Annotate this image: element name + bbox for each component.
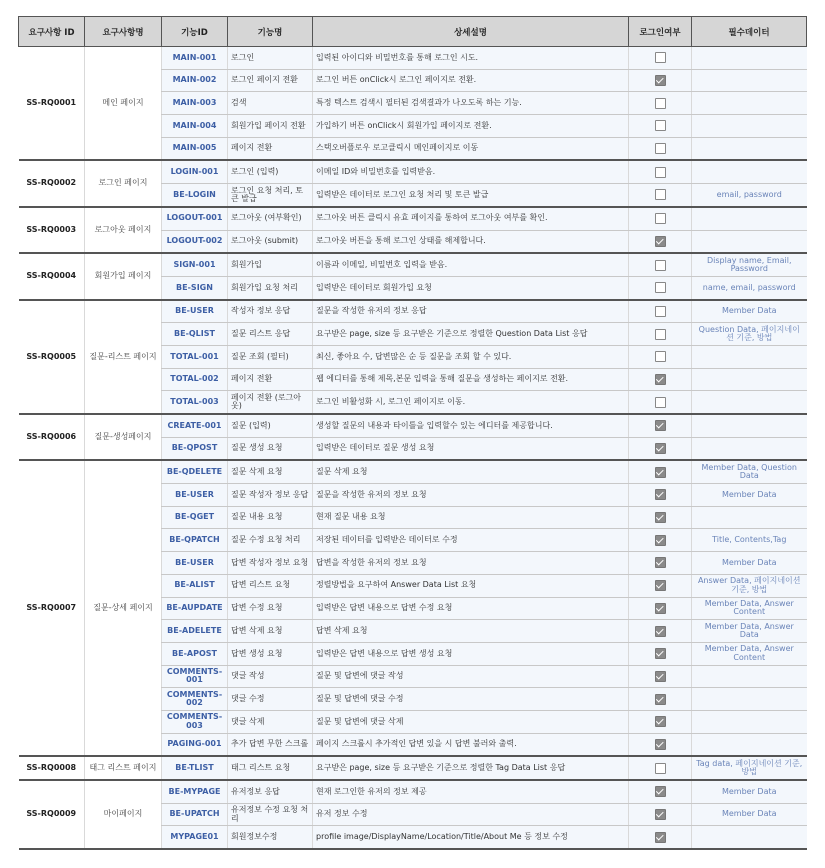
- login-required-cell: [629, 115, 692, 138]
- description: 입력받은 데이터로 질문 생성 요청: [313, 437, 629, 460]
- description: 질문 삭제 요청: [313, 460, 629, 483]
- function-name: 유저정보 수정 요청 처리: [228, 803, 313, 826]
- header-required-data: 필수데이터: [692, 17, 807, 47]
- required-data: name, email, password: [692, 276, 807, 299]
- login-required-cell: [629, 69, 692, 92]
- required-data: [692, 710, 807, 733]
- unchecked-checkbox[interactable]: [655, 763, 666, 774]
- function-name: 검색: [228, 92, 313, 115]
- function-name: 로그인 (입력): [228, 160, 313, 183]
- required-data: [692, 92, 807, 115]
- function-name: 로그인 요청 처리, 토큰 발급: [228, 184, 313, 207]
- header-function-id: 기능ID: [162, 17, 228, 47]
- function-id: BE-USER: [162, 552, 228, 575]
- checked-checkbox[interactable]: [655, 236, 666, 247]
- function-name: 질문 (입력): [228, 414, 313, 437]
- table-row: [19, 47, 807, 70]
- login-required-cell: [629, 230, 692, 253]
- function-name: 작성자 정보 응답: [228, 300, 313, 323]
- required-data: Member Data, Answer Content: [692, 597, 807, 620]
- function-id: MAIN-004: [162, 115, 228, 138]
- login-required-cell: [629, 207, 692, 230]
- login-required-cell: [629, 323, 692, 346]
- function-id: BE-USER: [162, 484, 228, 507]
- requirement-id: SS-RQ0009: [19, 780, 85, 849]
- function-name: 질문 수정 요청 처리: [228, 529, 313, 552]
- description: 현재 질문 내용 요청: [313, 506, 629, 529]
- login-required-cell: [629, 506, 692, 529]
- login-required-cell: [629, 484, 692, 507]
- requirement-name: 로그인 페이지: [85, 160, 162, 206]
- description: 질문을 작성한 유저의 정보 요청: [313, 484, 629, 507]
- requirement-name: 마이페이지: [85, 780, 162, 849]
- function-name: 회원가입 페이지 전환: [228, 115, 313, 138]
- required-data: [692, 414, 807, 437]
- function-id: TOTAL-002: [162, 368, 228, 391]
- function-id: CREATE-001: [162, 414, 228, 437]
- function-name: 질문 삭제 요청: [228, 460, 313, 483]
- function-name: 페이지 전환: [228, 137, 313, 160]
- login-required-cell: [629, 780, 692, 803]
- description: 입력받은 데이터로 로그인 요청 처리 및 토큰 발급: [313, 184, 629, 207]
- required-data: Member Data: [692, 780, 807, 803]
- checked-checkbox[interactable]: [655, 535, 666, 546]
- required-data: [692, 207, 807, 230]
- login-required-cell: [629, 710, 692, 733]
- checked-checkbox[interactable]: [655, 580, 666, 591]
- function-id: SIGN-001: [162, 253, 228, 276]
- function-id: BE-APOST: [162, 642, 228, 665]
- description: 로그아웃 버튼 클릭시 유효 페이지를 통하여 로그아웃 여부를 확인.: [313, 207, 629, 230]
- login-required-cell: [629, 391, 692, 414]
- description: 저장된 데이터를 입력받은 데이터로 수정: [313, 529, 629, 552]
- header-function-name: 기능명: [228, 17, 313, 47]
- unchecked-checkbox[interactable]: [655, 306, 666, 317]
- function-name: 답변 리스트 요청: [228, 574, 313, 597]
- table-row: [19, 460, 807, 483]
- required-data: [692, 160, 807, 183]
- function-id: BE-QLIST: [162, 323, 228, 346]
- unchecked-checkbox[interactable]: [655, 52, 666, 63]
- description: 로그아웃 버튼을 통해 로그인 상태를 해제합니다.: [313, 230, 629, 253]
- required-data: [692, 506, 807, 529]
- function-name: 로그인: [228, 47, 313, 70]
- requirement-id: SS-RQ0008: [19, 756, 85, 780]
- function-id: BE-QDELETE: [162, 460, 228, 483]
- table-row: [19, 756, 807, 780]
- description: 질문 및 답변에 댓글 삭제: [313, 710, 629, 733]
- checked-checkbox[interactable]: [655, 467, 666, 478]
- description: 이름과 이메일, 비밀번호 입력을 받음.: [313, 253, 629, 276]
- description: 질문 및 답변에 댓글 수정: [313, 688, 629, 711]
- description: 답변 삭제 요청: [313, 620, 629, 643]
- required-data: [692, 665, 807, 688]
- header-requirement-name: 요구사항명: [85, 17, 162, 47]
- description: 입력된 아이디와 비밀번호를 통해 로그인 시도.: [313, 47, 629, 70]
- function-id: MAIN-005: [162, 137, 228, 160]
- function-name: 유저정보 응답: [228, 780, 313, 803]
- function-id: BE-QPOST: [162, 437, 228, 460]
- unchecked-checkbox[interactable]: [655, 260, 666, 271]
- description: 스택오버플로우 로고클릭시 메인페이지로 이동: [313, 137, 629, 160]
- unchecked-checkbox[interactable]: [655, 189, 666, 200]
- login-required-cell: [629, 414, 692, 437]
- login-required-cell: [629, 47, 692, 70]
- description: 입력받은 답변 내용으로 답변 수정 요청: [313, 597, 629, 620]
- function-name: 로그인 페이지 전환: [228, 69, 313, 92]
- required-data: [692, 368, 807, 391]
- function-name: 회원정보수정: [228, 826, 313, 849]
- checked-checkbox[interactable]: [655, 420, 666, 431]
- function-id: BE-QPATCH: [162, 529, 228, 552]
- function-id: TOTAL-001: [162, 345, 228, 368]
- checked-checkbox[interactable]: [655, 626, 666, 637]
- checked-checkbox[interactable]: [655, 75, 666, 86]
- login-required-cell: [629, 552, 692, 575]
- table-row: [19, 414, 807, 437]
- function-id: COMMENTS-003: [162, 710, 228, 733]
- required-data: [692, 826, 807, 849]
- table-row: [19, 300, 807, 323]
- function-name: 답변 작성자 정보 요청: [228, 552, 313, 575]
- login-required-cell: [629, 368, 692, 391]
- table-row: [19, 207, 807, 230]
- table-body: [19, 47, 807, 850]
- requirement-name: 메인 페이지: [85, 47, 162, 161]
- login-required-cell: [629, 665, 692, 688]
- function-name: 질문 조회 (필터): [228, 345, 313, 368]
- function-id: BE-SIGN: [162, 276, 228, 299]
- checked-checkbox[interactable]: [655, 648, 666, 659]
- login-required-cell: [629, 345, 692, 368]
- requirement-name: 태그 리스트 페이지: [85, 756, 162, 780]
- requirement-id: SS-RQ0005: [19, 300, 85, 414]
- requirements-table: [18, 16, 807, 850]
- checked-checkbox[interactable]: [655, 603, 666, 614]
- description: 질문을 작성한 유저의 정보 응답: [313, 300, 629, 323]
- required-data: Answer Data, 페이지네이션 기준, 방법: [692, 574, 807, 597]
- description: 입력받은 답변 내용으로 답변 생성 요청: [313, 642, 629, 665]
- required-data: [692, 391, 807, 414]
- function-name: 답변 삭제 요청: [228, 620, 313, 643]
- function-id: TOTAL-003: [162, 391, 228, 414]
- required-data: [692, 47, 807, 70]
- login-required-cell: [629, 529, 692, 552]
- description: 요구받은 page, size 등 요구받은 기준으로 정렬한 Question Data List 응답: [313, 323, 629, 346]
- required-data: [692, 733, 807, 756]
- required-data: Question Data, 페이지네이션 기준, 방법: [692, 323, 807, 346]
- required-data: [692, 688, 807, 711]
- unchecked-checkbox[interactable]: [655, 329, 666, 340]
- description: 페이지 스크롤시 추가적인 답변 있을 시 답변 불러와 출력.: [313, 733, 629, 756]
- description: 특정 텍스트 검색시 필터된 검색결과가 나오도록 하는 기능.: [313, 92, 629, 115]
- checked-checkbox[interactable]: [655, 512, 666, 523]
- checked-checkbox[interactable]: [655, 694, 666, 705]
- description: 유저 정보 수정: [313, 803, 629, 826]
- function-id: BE-TLIST: [162, 756, 228, 780]
- requirement-name: 질문-리스트 페이지: [85, 300, 162, 414]
- requirement-id: SS-RQ0006: [19, 414, 85, 460]
- function-id: MAIN-001: [162, 47, 228, 70]
- unchecked-checkbox[interactable]: [655, 167, 666, 178]
- required-data: Member Data, Question Data: [692, 460, 807, 483]
- function-name: 페이지 전환 (로그아웃): [228, 391, 313, 414]
- required-data: [692, 137, 807, 160]
- unchecked-checkbox[interactable]: [655, 213, 666, 224]
- checked-checkbox[interactable]: [655, 374, 666, 385]
- function-id: COMMENTS-002: [162, 688, 228, 711]
- function-id: LOGIN-001: [162, 160, 228, 183]
- login-required-cell: [629, 184, 692, 207]
- description: 최신, 좋아요 수, 답변많은 순 등 질문을 조회 할 수 있다.: [313, 345, 629, 368]
- description: 답변을 작성한 유저의 정보 요청: [313, 552, 629, 575]
- description: 정렬방법을 요구하여 Answer Data List 요청: [313, 574, 629, 597]
- function-id: LOGOUT-001: [162, 207, 228, 230]
- function-id: BE-ALIST: [162, 574, 228, 597]
- required-data: [692, 437, 807, 460]
- description: 로그인 버튼 onClick시 로그인 페이지로 전환.: [313, 69, 629, 92]
- table-row: [19, 253, 807, 276]
- function-id: LOGOUT-002: [162, 230, 228, 253]
- checked-checkbox[interactable]: [655, 443, 666, 454]
- function-name: 질문 리스트 응답: [228, 323, 313, 346]
- required-data: Member Data, Answer Data: [692, 620, 807, 643]
- required-data: Member Data: [692, 552, 807, 575]
- requirement-id: SS-RQ0007: [19, 460, 85, 756]
- requirement-id: SS-RQ0004: [19, 253, 85, 299]
- function-name: 태그 리스트 요청: [228, 756, 313, 780]
- requirements-sheet: [18, 16, 806, 850]
- checked-checkbox[interactable]: [655, 557, 666, 568]
- function-name: 페이지 전환: [228, 368, 313, 391]
- description: 요구받은 page, size 등 요구받은 기준으로 정렬한 Tag Data List 응답: [313, 756, 629, 780]
- function-name: 추가 답변 무한 스크롤: [228, 733, 313, 756]
- requirement-id: SS-RQ0001: [19, 47, 85, 161]
- requirement-id: SS-RQ0002: [19, 160, 85, 206]
- login-required-cell: [629, 620, 692, 643]
- function-id: MAIN-002: [162, 69, 228, 92]
- checked-checkbox[interactable]: [655, 716, 666, 727]
- requirement-id: SS-RQ0003: [19, 207, 85, 253]
- required-data: email, password: [692, 184, 807, 207]
- function-name: 댓글 작성: [228, 665, 313, 688]
- login-required-cell: [629, 460, 692, 483]
- checked-checkbox[interactable]: [655, 489, 666, 500]
- header-description: 상세설명: [313, 17, 629, 47]
- function-name: 로그아웃 (여부확인): [228, 207, 313, 230]
- function-name: 댓글 수정: [228, 688, 313, 711]
- checked-checkbox[interactable]: [655, 832, 666, 843]
- function-id: MYPAGE01: [162, 826, 228, 849]
- required-data: Display name, Email, Password: [692, 253, 807, 276]
- function-id: BE-LOGIN: [162, 184, 228, 207]
- function-name: 회원가입 요청 처리: [228, 276, 313, 299]
- description: profile image/DisplayName/Location/Title/About Me 등 정보 수정: [313, 826, 629, 849]
- function-name: 질문 작성자 정보 응답: [228, 484, 313, 507]
- function-id: COMMENTS-001: [162, 665, 228, 688]
- function-name: 답변 수정 요청: [228, 597, 313, 620]
- unchecked-checkbox[interactable]: [655, 98, 666, 109]
- checked-checkbox[interactable]: [655, 809, 666, 820]
- login-required-cell: [629, 92, 692, 115]
- required-data: [692, 115, 807, 138]
- login-required-cell: [629, 597, 692, 620]
- function-id: BE-AUPDATE: [162, 597, 228, 620]
- function-id: BE-ADELETE: [162, 620, 228, 643]
- required-data: [692, 345, 807, 368]
- unchecked-checkbox[interactable]: [655, 282, 666, 293]
- required-data: Member Data, Answer Content: [692, 642, 807, 665]
- table-header: [19, 17, 807, 47]
- unchecked-checkbox[interactable]: [655, 351, 666, 362]
- function-name: 로그아웃 (submit): [228, 230, 313, 253]
- unchecked-checkbox[interactable]: [655, 397, 666, 408]
- required-data: [692, 69, 807, 92]
- login-required-cell: [629, 276, 692, 299]
- login-required-cell: [629, 253, 692, 276]
- login-required-cell: [629, 642, 692, 665]
- required-data: [692, 230, 807, 253]
- checked-checkbox[interactable]: [655, 739, 666, 750]
- function-name: 댓글 삭제: [228, 710, 313, 733]
- required-data: Title, Contents,Tag: [692, 529, 807, 552]
- function-id: BE-MYPAGE: [162, 780, 228, 803]
- requirement-name: 로그아웃 페이지: [85, 207, 162, 253]
- header-login-required: 로그인여부: [629, 17, 692, 47]
- required-data: Member Data: [692, 803, 807, 826]
- table-row: [19, 160, 807, 183]
- checked-checkbox[interactable]: [655, 786, 666, 797]
- description: 웹 에디터를 통해 제목,본문 입력을 통해 질문을 생성하는 페이지로 전환.: [313, 368, 629, 391]
- description: 현재 로그인한 유저의 정보 제공: [313, 780, 629, 803]
- login-required-cell: [629, 300, 692, 323]
- function-id: BE-QGET: [162, 506, 228, 529]
- login-required-cell: [629, 574, 692, 597]
- required-data: Member Data: [692, 300, 807, 323]
- unchecked-checkbox[interactable]: [655, 120, 666, 131]
- function-id: BE-USER: [162, 300, 228, 323]
- login-required-cell: [629, 137, 692, 160]
- function-id: PAGING-001: [162, 733, 228, 756]
- login-required-cell: [629, 688, 692, 711]
- function-name: 질문 내용 요청: [228, 506, 313, 529]
- login-required-cell: [629, 437, 692, 460]
- function-name: 질문 생성 요청: [228, 437, 313, 460]
- description: 입력받은 데이터로 회원가입 요청: [313, 276, 629, 299]
- login-required-cell: [629, 160, 692, 183]
- login-required-cell: [629, 733, 692, 756]
- required-data: Member Data: [692, 484, 807, 507]
- description: 이메일 ID와 비밀번호를 입력받음.: [313, 160, 629, 183]
- header-requirement-id: 요구사항 ID: [19, 17, 85, 47]
- description: 질문 및 답변에 댓글 작성: [313, 665, 629, 688]
- login-required-cell: [629, 803, 692, 826]
- function-id: BE-UPATCH: [162, 803, 228, 826]
- required-data: Tag data, 페이지네이션 기준, 방법: [692, 756, 807, 780]
- header-row: [19, 17, 807, 47]
- login-required-cell: [629, 826, 692, 849]
- requirement-name: 질문-생성페이지: [85, 414, 162, 460]
- function-id: MAIN-003: [162, 92, 228, 115]
- checked-checkbox[interactable]: [655, 671, 666, 682]
- description: 가입하기 버튼 onClick시 회원가입 페이지로 전환.: [313, 115, 629, 138]
- function-name: 답변 생성 요청: [228, 642, 313, 665]
- table-row: [19, 780, 807, 803]
- unchecked-checkbox[interactable]: [655, 143, 666, 154]
- login-required-cell: [629, 756, 692, 780]
- description: 로그인 비활성화 시, 로그인 페이지로 이동.: [313, 391, 629, 414]
- description: 생성할 질문의 내용과 타이틀을 입력할수 있는 에디터를 제공합니다.: [313, 414, 629, 437]
- requirement-name: 회원가입 페이지: [85, 253, 162, 299]
- function-name: 회원가입: [228, 253, 313, 276]
- requirement-name: 질문-상세 페이지: [85, 460, 162, 756]
